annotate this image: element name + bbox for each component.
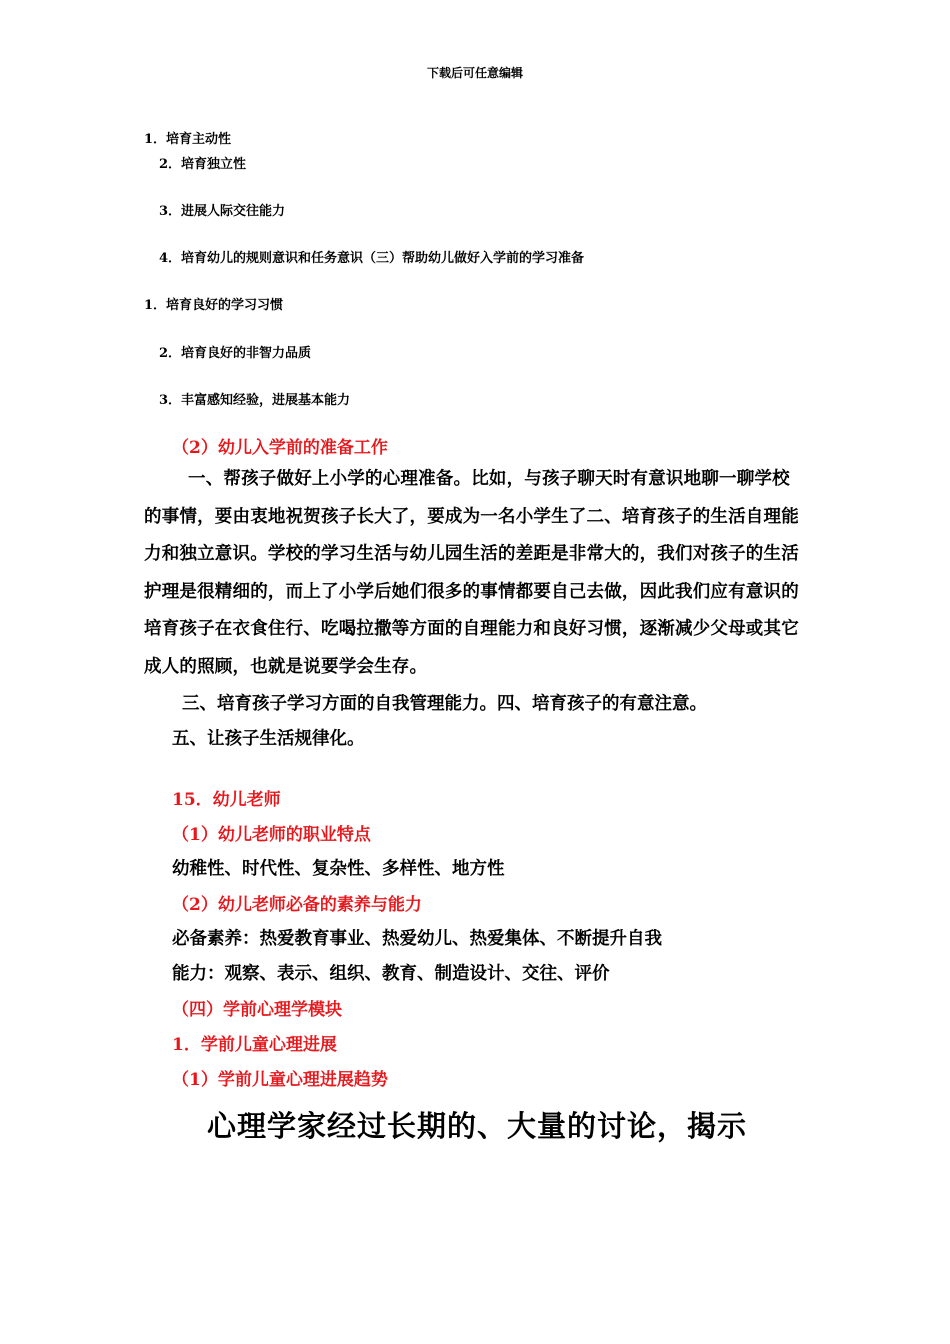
list-item: 2．培育良好的非智力品质 [159,346,312,361]
body-line: 幼稚性、时代性、复杂性、多样性、地方性 [172,859,505,879]
section-heading: （2）幼儿入学前的准备工作 [172,438,388,458]
subsection-heading: （2）幼儿老师必备的素养与能力 [172,895,422,915]
body-line: 能力：观察、表示、组织、教育、制造设计、交往、评价 [172,964,610,984]
body-line: 五、让孩子生活规律化。 [172,729,365,749]
body-paragraph: 一、帮孩子做好上小学的心理准备。比如，与孩子聊天时有意识地聊一聊学校的事情，要由衷地祝贺孩子长大了，要成为一名小学生了二、培育孩子的生活自理能力和独立意识。学校的学习生活与幼儿园生活的差距是非常大的，我们对孩子的生活护理是很精细的，而上了小学后她们很多的事情都要自己去做，因此我们应有意识的培育孩子在衣食住行、吃喝拉撒等方面的自理能力和良好习惯，逐渐减少父母或其它成人的照顾，也就是说要学会生存。 [144,469,799,677]
list-item: 4．培育幼儿的规则意识和任务意识（三）帮助幼儿做好入学前的学习准备 [159,251,585,266]
section-heading: 1．学前儿童心理进展 [172,1035,337,1055]
list-item: 3．丰富感知经验，进展基本能力 [159,393,351,408]
body-line: 必备素养：热爱教育事业、热爱幼儿、热爱集体、不断提升自我 [172,929,662,949]
section-heading: （四）学前心理学模块 [172,1000,342,1020]
section-heading: 15．幼儿老师 [172,790,281,810]
subsection-heading: （1）幼儿老师的职业特点 [172,825,371,845]
list-item: 2．培育独立性 [159,157,247,172]
list-item: 1．培育主动性 [144,132,232,147]
list-item: 1．培育良好的学习习惯 [144,298,284,313]
page-header: 下载后可任意编辑 [426,66,523,80]
body-line: 三、培育孩子学习方面的自我管理能力。四、培育孩子的有意注意。 [182,694,707,714]
list-item: 3．进展人际交往能力 [159,204,286,219]
subsection-heading: （1）学前儿童心理进展趋势 [172,1070,388,1090]
large-text-line: 心理学家经过长期的、大量的讨论，揭示 [207,1109,748,1143]
